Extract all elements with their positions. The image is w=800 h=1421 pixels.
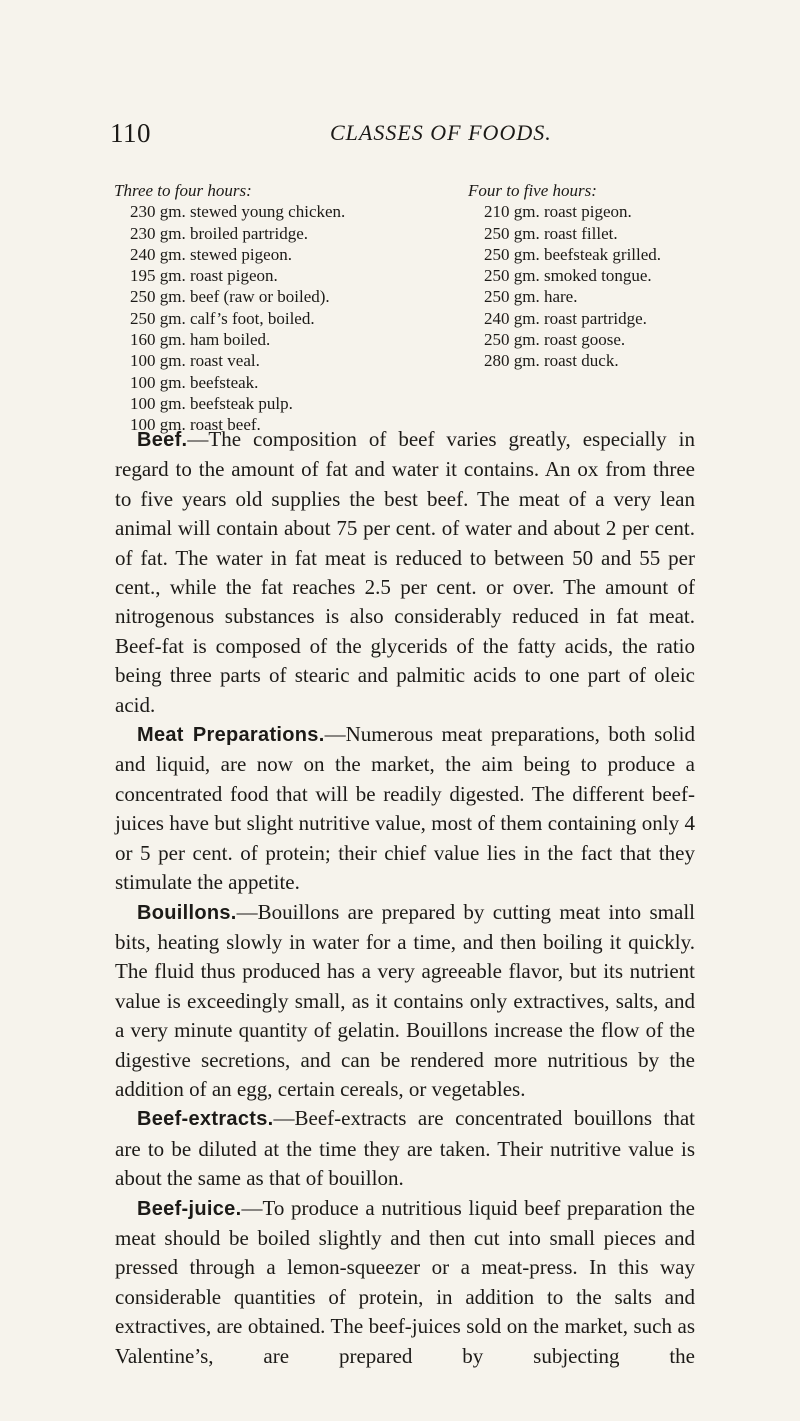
digestion-list-four-to-five-hours	[468, 180, 748, 372]
list-item: 100 gm. beefsteak pulp.	[130, 393, 293, 413]
list-item: 250 gm. beef (raw or boiled).	[130, 287, 330, 307]
section-text: —Numerous meat preparations, both solid and liquid, are now on the market, the aim being to produce a concentrated food that will be readily digested. The different beef-juices have but slight nutritive value, most of them containing only 4 or 5 per cent. of protein; their chief value lies in the fact that they stimulate the appetite.	[115, 722, 695, 895]
section-meat-preparations	[115, 720, 695, 897]
list-item: 240 gm. roast partridge.	[484, 308, 647, 328]
list-item: 230 gm. broiled partridge.	[130, 223, 308, 243]
list-item: 250 gm. hare.	[484, 287, 578, 307]
list-item: 100 gm. roast beef.	[130, 415, 261, 435]
section-heading: Beef-extracts.	[137, 1108, 274, 1131]
list-item: 250 gm. roast fillet.	[484, 223, 618, 243]
section-heading: Meat Preparations.	[137, 724, 325, 747]
list-item: 195 gm. roast pigeon.	[130, 266, 278, 286]
section-text: —Bouillons are prepared by cutting meat into small bits, heating slowly in water for a time, and then boiling it quickly. The fluid thus produced has a very agreeable flavor, but its nutrient value is exceedingly small, as it contains only extractives, salts, and a very minute quantity of gelatin. Bouillons increase the flow of the digestive secretions, and can be rendered more nutritious by the addition of an egg, certain cereals, or vegetables.	[115, 899, 695, 1101]
list-item: 240 gm. stewed pigeon.	[130, 244, 292, 264]
section-heading: Bouillons.	[137, 901, 237, 924]
section-text: —Beef-extracts are concentrated bouillons that are to be diluted at the time they are taken. Their nutritive value is about the same as that of bouillon.	[115, 1106, 695, 1191]
page-number: 110	[110, 118, 151, 148]
section-heading: Beef.	[137, 429, 188, 451]
section-beef-juice	[115, 1194, 695, 1371]
running-title: CLASSES OF FOODS.	[330, 120, 552, 145]
body-text	[115, 425, 695, 1371]
list-heading: Four to five hours:	[468, 181, 597, 200]
section-text: —The composition of beef varies greatly, especially in regard to the amount of fat and water it contains. An ox from three to five years old supplies the best beef. The meat of a very lean animal will contain about 75 per cent. of water and about 2 per cent. of fat. The water in fat meat is reduced to between 50 and 55 per cent., while the fat reaches 2.5 per cent. or over. The amount of nitrogenous substances is also considerably reduced in fat meat. Beef-fat is composed of the glycerids of the fatty acids, the ratio being three parts of stearic and palmitic acids to one part of oleic acid.	[115, 427, 695, 717]
section-text: —To produce a nutritious liquid beef preparation the meat should be boiled slightly and then cut into small pieces and pressed through a lemon-squeezer or a meat-press. In this way considerable quantities of protein, in addition to the salts and extractives, are obtained. The beef-juices sold on the market, such as Valentine’s, are prepared by subjecting the	[115, 1195, 695, 1368]
list-item: 100 gm. roast veal.	[130, 351, 260, 371]
list-item: 230 gm. stewed young chicken.	[130, 202, 346, 222]
section-bouillons	[115, 898, 695, 1105]
list-item: 210 gm. roast pigeon.	[484, 202, 632, 222]
section-beef	[115, 425, 695, 720]
section-heading: Beef-juice.	[137, 1197, 242, 1220]
list-item: 250 gm. roast goose.	[484, 330, 626, 350]
list-item: 250 gm. beefsteak grilled.	[484, 244, 662, 264]
list-item: 250 gm. calf’s foot, boiled.	[130, 308, 315, 328]
list-item: 160 gm. ham boiled.	[130, 330, 271, 350]
list-item: 100 gm. beefsteak.	[130, 372, 259, 392]
page-header	[110, 118, 690, 154]
list-item: 250 gm. smoked tongue.	[484, 266, 652, 286]
section-beef-extracts	[115, 1104, 695, 1193]
list-heading: Three to four hours:	[114, 181, 252, 200]
digestion-list-three-to-four-hours	[114, 180, 404, 436]
list-item: 280 gm. roast duck.	[484, 351, 619, 371]
